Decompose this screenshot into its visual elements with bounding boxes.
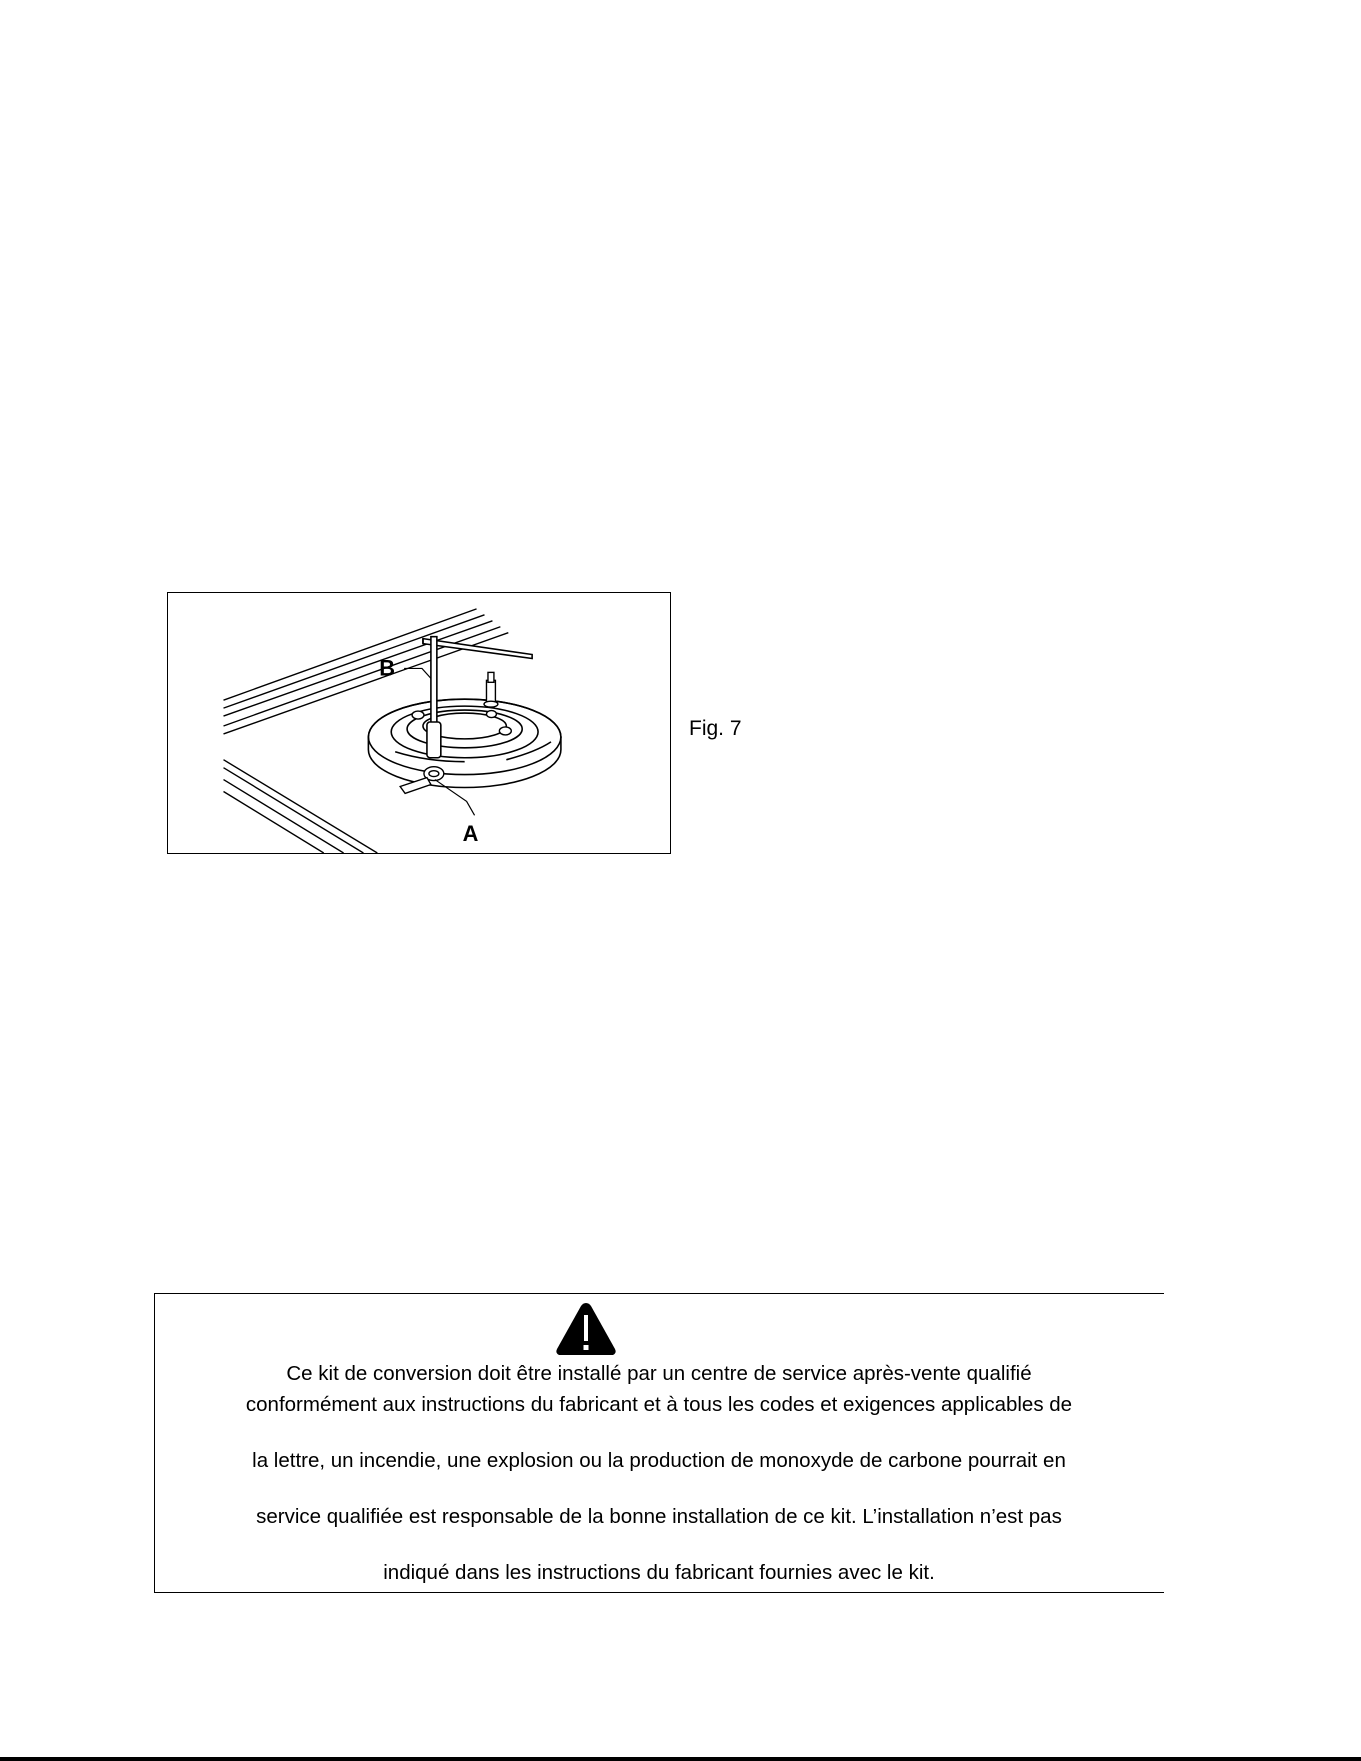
warning-text-line: Ce kit de conversion doit être installé par un centre de service après-vente qualifié <box>286 1362 1032 1385</box>
warning-triangle-icon <box>555 1301 617 1357</box>
burner-base <box>368 699 561 787</box>
figure-7-illustration <box>167 592 671 854</box>
warning-text-line: conformément aux instructions du fabricant et à tous les codes et exigences applicables de <box>245 1393 1073 1416</box>
warning-text-line: service qualifiée est responsable de la bonne installation de ce kit. L’installation n’est pas <box>256 1505 1062 1528</box>
callout-b: B <box>379 655 396 681</box>
page-bottom-rule <box>0 1757 1361 1761</box>
callout-a: A <box>462 821 479 847</box>
warning-text-line: la lettre, un incendie, une explosion ou la production de monoxyde de carbone pourrait en <box>252 1449 1066 1472</box>
warning-box <box>154 1293 1164 1593</box>
cooktop-edge-lower <box>224 760 378 853</box>
figure-caption: Fig. 7 <box>689 717 742 740</box>
ignitor-electrode <box>484 672 498 707</box>
warning-text-line: indiqué dans les instructions du fabricant fournies avec le kit. <box>383 1561 935 1584</box>
